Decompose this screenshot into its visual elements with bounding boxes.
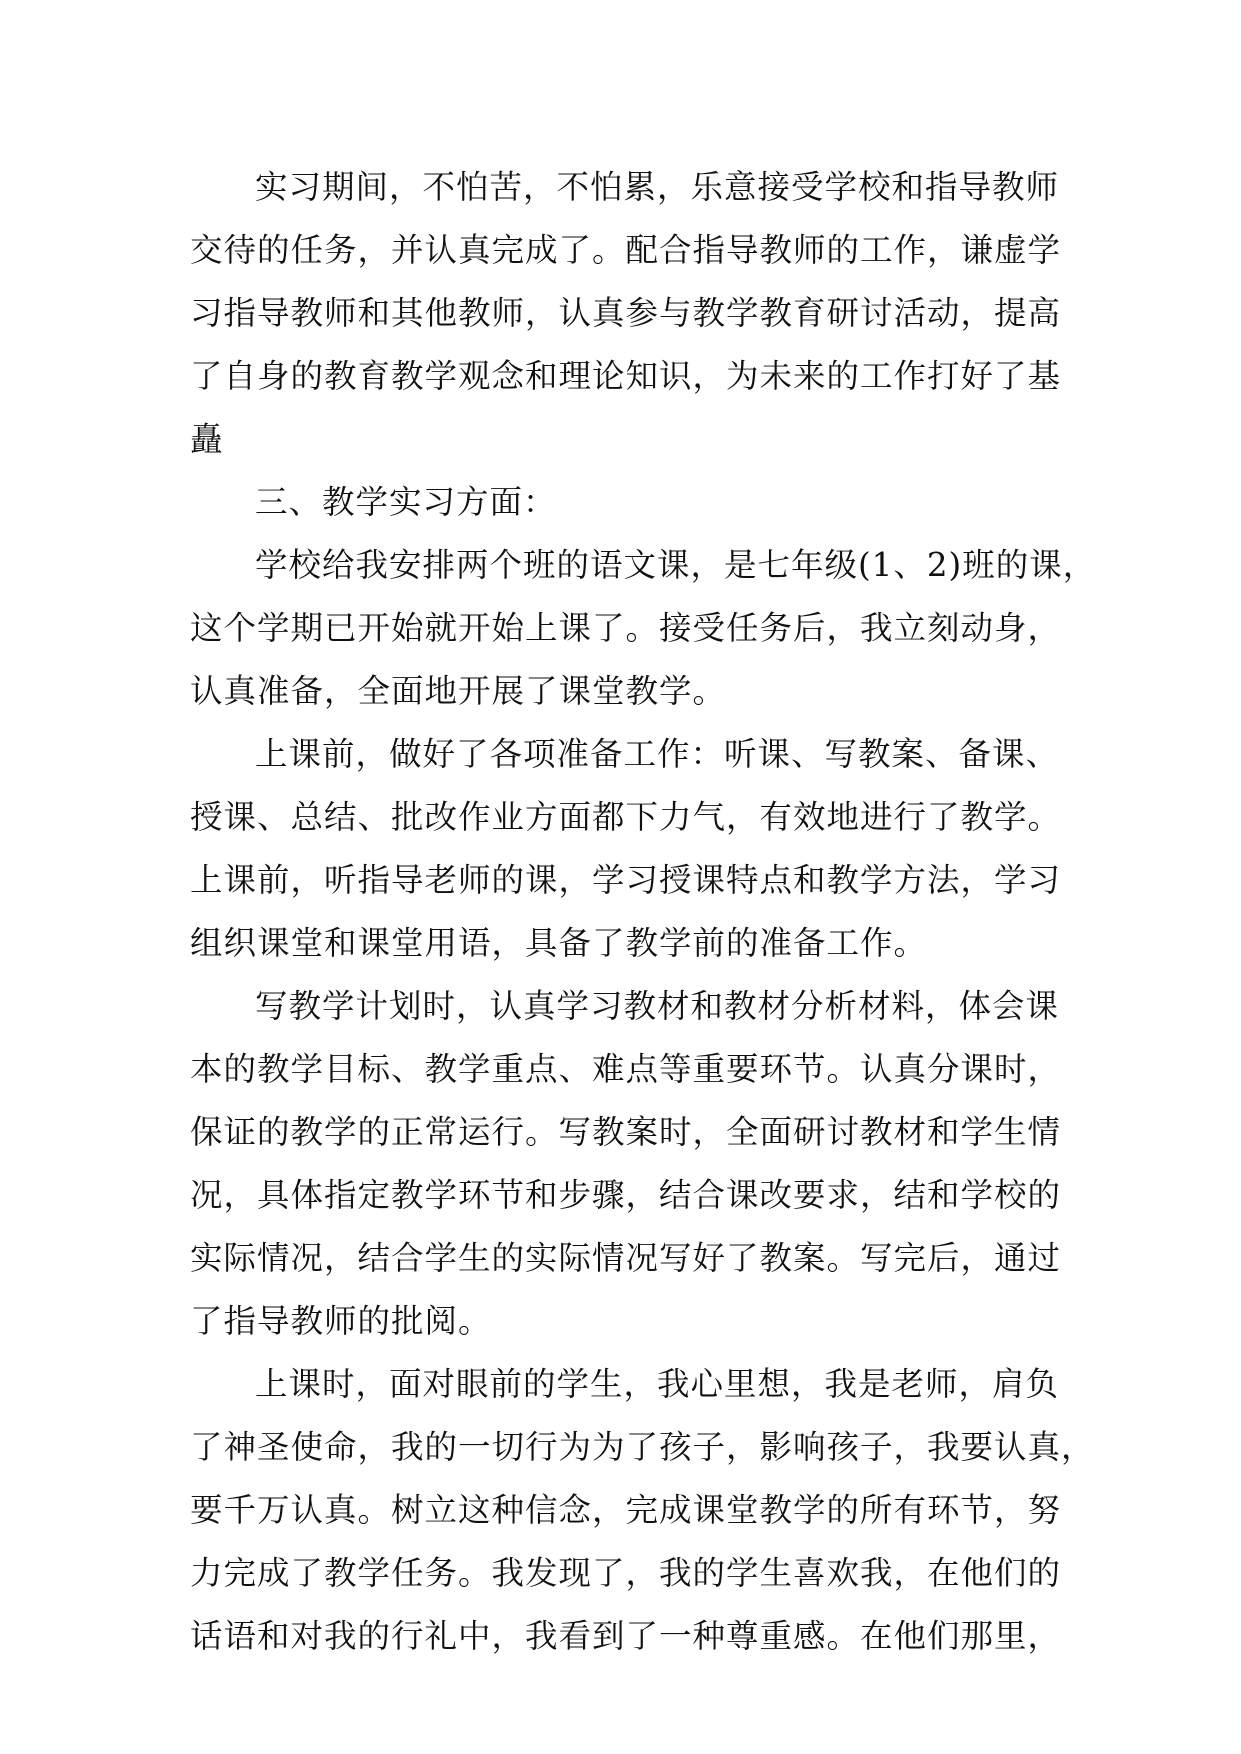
paragraph-line: 况，具体指定教学环节和步骤，结合课改要求，结和学校的: [190, 1176, 1062, 1214]
paragraph-line: 了指导教师的批阅。: [190, 1302, 492, 1340]
section-heading: 三、教学实习方面：: [255, 483, 557, 521]
paragraph-line: 交待的任务，并认真完成了。配合指导教师的工作，谦虚学: [190, 231, 1062, 269]
paragraph-line: 要千万认真。树立这种信念，完成课堂教学的所有环节，努: [190, 1491, 1062, 1529]
paragraph-line: 实际情况，结合学生的实际情况写好了教案。写完后，通过: [190, 1239, 1062, 1277]
paragraph-line: 这个学期已开始就开始上课了。接受任务后，我立刻动身，: [190, 609, 1062, 647]
paragraph-line: 习指导教师和其他教师，认真参与教学教育研讨活动，提高: [190, 294, 1062, 332]
paragraph-line: 矗: [190, 420, 224, 458]
paragraph-line: 力完成了教学任务。我发现了，我的学生喜欢我，在他们的: [190, 1554, 1062, 1592]
paragraph-line: 了神圣使命，我的一切行为为了孩子，影响孩子，我要认真，: [190, 1428, 1095, 1466]
paragraph-line: 话语和对我的行礼中，我看到了一种尊重感。在他们那里，: [190, 1617, 1062, 1655]
paragraph-line: 本的教学目标、教学重点、难点等重要环节。认真分课时，: [190, 1050, 1062, 1088]
paragraph-line: 上课前，听指导老师的课，学习授课特点和教学方法，学习: [190, 861, 1062, 899]
paragraph-line: 实习期间，不怕苦，不怕累，乐意接受学校和指导教师: [255, 168, 1060, 206]
paragraph-line: 认真准备，全面地开展了课堂教学。: [190, 672, 727, 710]
document-body: [190, 156, 1097, 1668]
paragraph-line: 学校给我安排两个班的语文课，是七年级(1、2)班的课，: [255, 546, 1097, 584]
paragraph-line: 组织课堂和课堂用语，具备了教学前的准备工作。: [190, 924, 928, 962]
paragraph-line: 保证的教学的正常运行。写教案时，全面研讨教材和学生情: [190, 1113, 1062, 1151]
paragraph-line: 上课前，做好了各项准备工作：听课、写教案、备课、: [255, 735, 1060, 773]
paragraph-line: 授课、总结、批改作业方面都下力气，有效地进行了教学。: [190, 798, 1062, 836]
paragraph-line: 写教学计划时，认真学习教材和教材分析材料，体会课: [255, 987, 1060, 1025]
paragraph-line: 了自身的教育教学观念和理论知识，为未来的工作打好了基: [190, 357, 1062, 395]
paragraph-line: 上课时，面对眼前的学生，我心里想，我是老师，肩负: [255, 1365, 1060, 1403]
